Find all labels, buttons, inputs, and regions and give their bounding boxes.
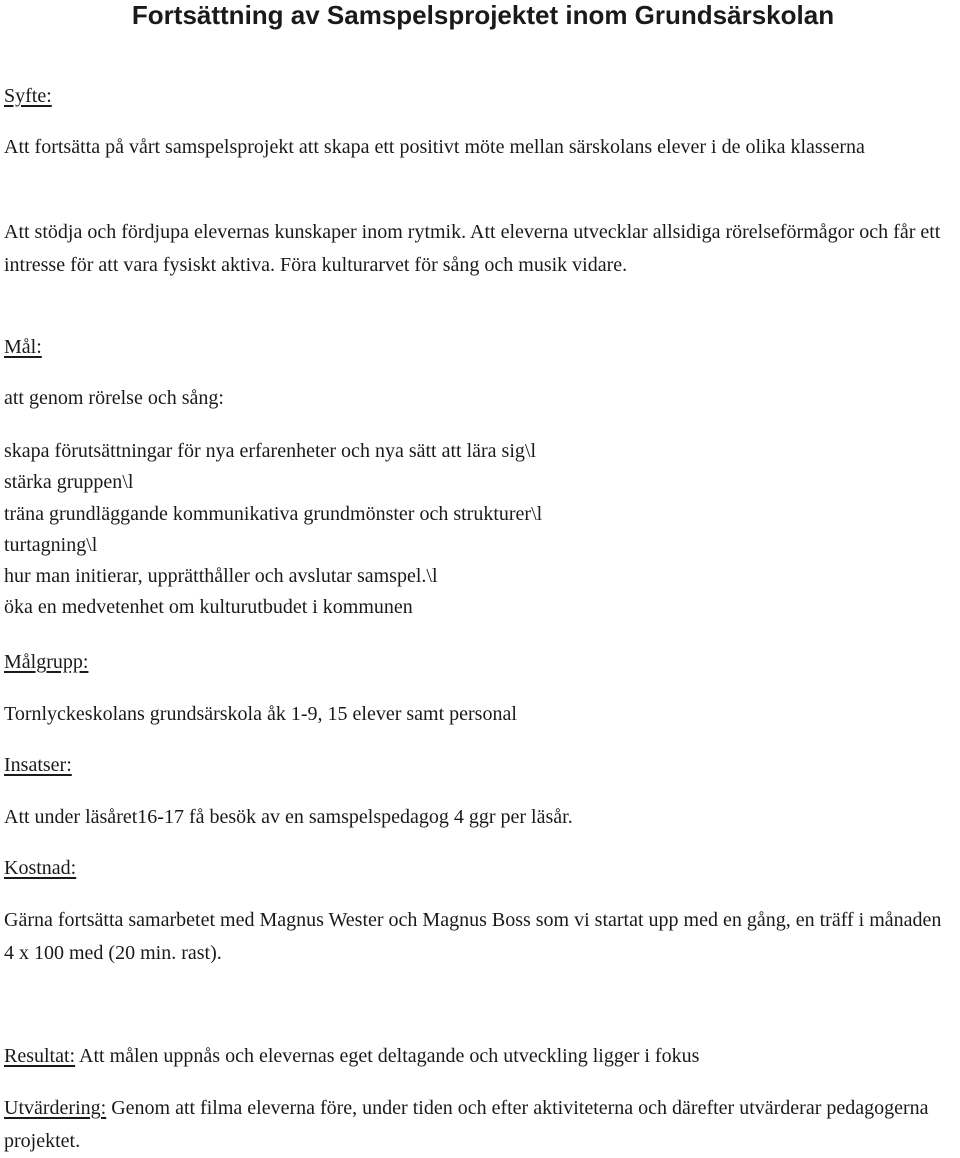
goal-item: hur man initierar, upprätthåller och avslutar samspel.\l [4,565,438,588]
goal-item: träna grundläggande kommunikativa grundmönster och strukturer\l [4,502,543,525]
resultat-paragraph [4,1040,954,1073]
utvardering-heading: Utvärdering: [4,1097,107,1119]
resultat-text: Att målen uppnås och elevernas eget deltagande och utveckling ligger i fokus [75,1045,700,1067]
utvardering-text: Genom att filma eleverna före, under tiden och efter aktiviteterna och därefter utvärderar pedagogerna projektet. [4,1097,929,1152]
kostnad-text: Gärna fortsätta samarbetet med Magnus Wester och Magnus Boss som vi startat upp med en gång, en träff i månaden 4 x 100 med (20 min. rast). [4,909,942,964]
goal-item: turtagning\l [4,533,98,556]
malgrupp-text: Tornlyckeskolans grundsärskola åk 1-9, 15 elever samt personal [4,703,517,725]
mal-heading: Mål: [4,336,42,358]
syfte-paragraph-2: Att stödja och fördjupa elevernas kunskaper inom rytmik. Att eleverna utvecklar allsidiga rörelseförmågor och får ett intresse för att vara fysiskt aktiva. Föra kulturarvet för sång och musik vidare. [4,221,941,276]
goal-item: skapa förutsättningar för nya erfarenheter och nya sätt att lära sig\l [4,440,537,462]
goal-list [4,436,954,624]
resultat-heading: Resultat: [4,1045,76,1067]
malgrupp-heading: Målgrupp: [4,651,89,673]
goal-item: stärka gruppen\l [4,471,134,494]
kostnad-heading: Kostnad: [4,857,77,879]
mal-intro: att genom rörelse och sång: [4,387,224,409]
utvardering-paragraph [4,1092,954,1158]
insatser-text: Att under läsåret16-17 få besök av en samspelspedagog 4 ggr per läsår. [4,806,573,828]
syfte-heading: Syfte: [4,85,52,107]
document-title: Fortsättning av Samspelsprojektet inom Grundsärskolan [131,0,835,30]
goal-item: öka en medvetenhet om kulturutbudet i kommunen [4,596,413,619]
insatser-heading: Insatser: [4,754,72,776]
syfte-paragraph-1: Att fortsätta på vårt samspelsprojekt att skapa ett positivt möte mellan särskolans elever i de olika klasserna [4,136,865,158]
